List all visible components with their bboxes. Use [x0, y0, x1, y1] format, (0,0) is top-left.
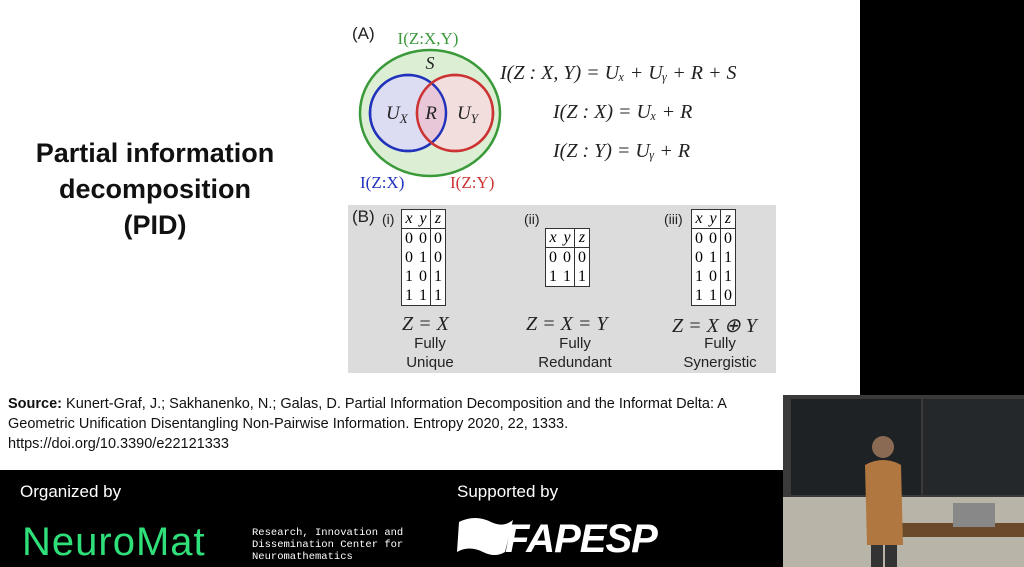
table-ii-label: (ii)	[524, 211, 540, 227]
truth-table-ii: x y z 0 0 0 1 1 1	[545, 228, 590, 287]
truth-table-i: x y z 0 0 0 0 1 0 1 0 1 1 1 1	[401, 209, 446, 306]
synergy-symbol: S	[425, 53, 435, 73]
table-row: 0 1 0	[402, 248, 446, 267]
desc-redundant: Fully Redundant	[538, 335, 612, 371]
r-symbol: R	[425, 103, 437, 124]
speaker-video-thumbnail	[783, 395, 1024, 567]
desc-unique: Fully Unique	[406, 335, 454, 371]
table-iii-label: (iii)	[664, 211, 683, 227]
ux-symbol: $U_X$	[386, 103, 408, 126]
panel-b-label: (B)	[352, 207, 375, 226]
black-sidebar	[860, 0, 1024, 395]
uy-symbol: $U_Y$	[457, 103, 478, 126]
source-label: Source:	[8, 396, 62, 412]
left-circle-label: I(Z:X)	[360, 173, 405, 192]
table-row: 1 1 1	[546, 267, 590, 287]
equation-synergistic: Z = X ⊕ Y	[672, 315, 757, 337]
source-text: Kunert-Graf, J.; Sakhanenko, N.; Galas, D. Partial Information Decomposition and the Informat Delta: A Geometric Unification Disentangling Non-Pairwise Information. Entropy 2020, 22, 1333. https://doi.org/10.3390/e22121333	[8, 396, 727, 452]
venn-diagram	[350, 25, 520, 195]
panel-b	[348, 205, 776, 373]
table-row: 1 1 0	[692, 286, 736, 306]
title-line: (PID)	[123, 210, 187, 240]
panel-a-label: (A)	[352, 24, 375, 43]
truth-table-iii: x y z 0 0 0 0 1 1 1 0 1 1 1 0	[691, 209, 736, 306]
equation-redundant: Z = X = Y	[526, 313, 608, 335]
fapesp-logo: FAPESP	[505, 517, 657, 561]
neuromat-description: Research, Innovation and Dissemination Center for Neuromathematics	[252, 527, 404, 563]
table-row: 0 1 1	[692, 248, 736, 267]
table-row: 1 0 1	[692, 267, 736, 286]
equation-unique: Z = X	[402, 313, 449, 335]
slide-title	[10, 135, 300, 243]
table-i-label: (i)	[382, 211, 395, 227]
supported-by-label: Supported by	[457, 482, 559, 501]
right-circle-label: I(Z:Y)	[450, 173, 495, 192]
desc-synergistic: Fully Synergistic	[683, 335, 757, 371]
outer-circle-label: I(Z:X,Y)	[397, 29, 459, 48]
equation-joint: I(Z : X, Y) = Uₓ + Uᵧ + R + S	[500, 62, 737, 84]
table-row: 1 0 1	[402, 267, 446, 286]
title-line: Partial information	[35, 138, 275, 168]
organized-by-label: Organized by	[20, 482, 122, 501]
table-row: 0 0 0	[546, 248, 590, 268]
title-line: decomposition	[58, 174, 251, 204]
neuromat-logo: NeuroMat	[22, 520, 206, 564]
table-row: 1 1 1	[402, 286, 446, 306]
table-row: 0 0 0	[692, 229, 736, 249]
equation-y: I(Z : Y) = Uᵧ + R	[553, 140, 691, 162]
source-citation	[8, 394, 788, 454]
table-row: 0 0 0	[402, 229, 446, 249]
equation-x: I(Z : X) = Uₓ + R	[553, 101, 693, 123]
